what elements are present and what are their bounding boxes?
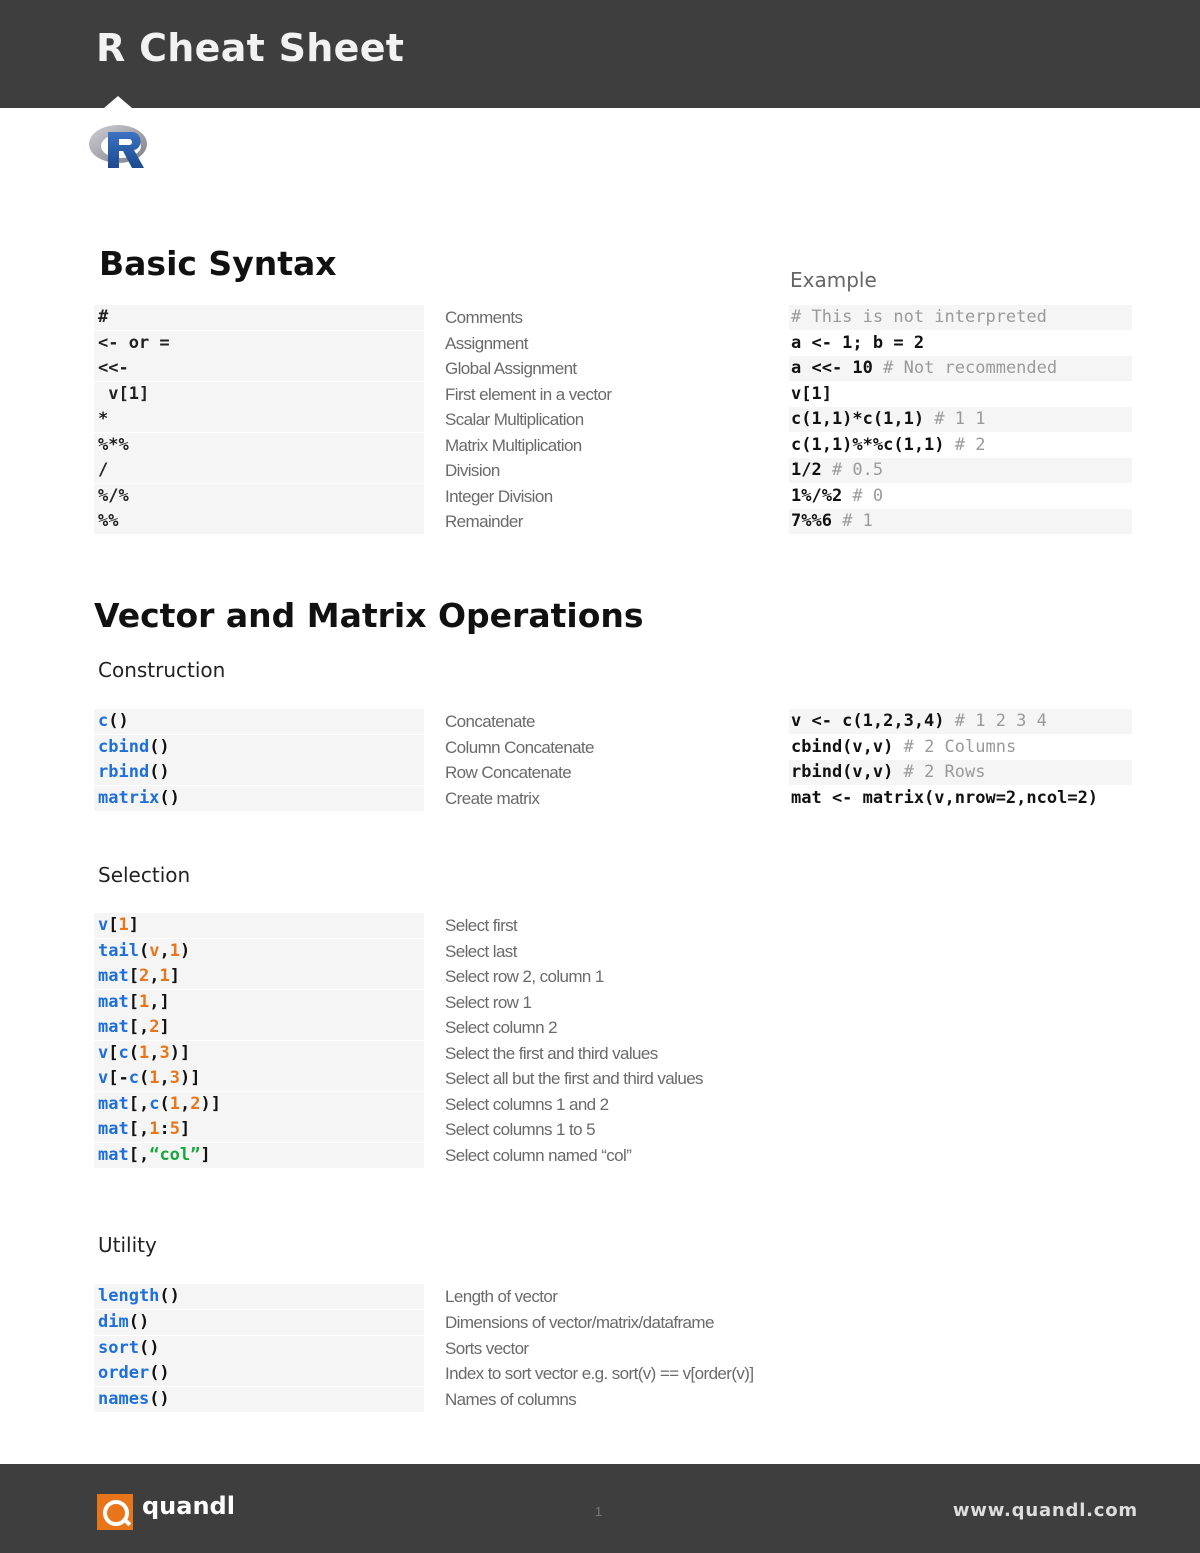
syntax-description: Scalar Multiplication — [445, 410, 584, 429]
construction-example-comment: # 2 Columns — [903, 736, 1017, 757]
selection-code — [94, 1092, 424, 1117]
selection-code-token-2: c — [149, 1093, 160, 1114]
selection-code-token-5: ) — [179, 940, 191, 961]
syntax-example-code: v[1] — [791, 383, 832, 404]
selection-description: Select row 1 — [445, 992, 532, 1012]
syntax-example — [789, 356, 1132, 381]
syntax-description: Remainder — [445, 512, 523, 531]
function-parens: () — [159, 787, 180, 808]
selection-code-token-2: 1 — [138, 991, 150, 1012]
selection-code-token-0: v — [98, 915, 109, 935]
selection-code-token-2: v — [149, 940, 160, 961]
syntax-description: Comments — [445, 308, 523, 327]
function-name: cbind — [98, 736, 150, 757]
construction-description: Row Concatenate — [445, 763, 572, 782]
function-name: matrix — [98, 787, 160, 808]
selection-code-token-1: [, — [128, 1093, 150, 1114]
selection-description: Select columns 1 to 5 — [445, 1120, 595, 1139]
selection-code-token-3: ,] — [149, 991, 170, 1012]
syntax-symbol: # — [94, 305, 424, 330]
selection-code-token-0: mat — [98, 1119, 129, 1139]
syntax-symbol: %*% — [94, 433, 424, 458]
selection-code — [94, 1015, 424, 1040]
selection-code-token-2: 2 — [138, 966, 150, 986]
selection-code-token-2: 2 — [149, 1017, 160, 1037]
selection-code — [94, 1066, 424, 1091]
selection-code-token-1: [ — [128, 966, 139, 986]
construction-example — [789, 760, 1132, 785]
syntax-example — [789, 331, 1132, 356]
selection-code-token-4: 1 — [169, 1093, 180, 1114]
quandl-brand: quandl — [142, 1492, 235, 1520]
construction-example-comment: # 1 2 3 4 — [954, 711, 1047, 731]
function-name: rbind — [98, 762, 150, 782]
selection-code-token-0: v — [98, 1042, 109, 1063]
page-number: 1 — [595, 1504, 603, 1519]
function-parens: () — [159, 1286, 180, 1306]
construction-example-code: mat <- matrix(v,nrow=2,ncol=2) — [791, 787, 1099, 808]
selection-code-token-1: ( — [138, 940, 150, 961]
selection-code-token-5: , — [179, 1093, 191, 1114]
selection-code-token-7: )] — [169, 1042, 191, 1063]
syntax-description: Integer Division — [445, 486, 553, 506]
syntax-description: Division — [445, 461, 500, 480]
page-title: R Cheat Sheet — [96, 26, 405, 70]
selection-code-token-1: [ — [128, 991, 139, 1012]
utility-description: Sorts vector — [445, 1338, 529, 1358]
syntax-example-comment: # 0 — [852, 485, 884, 506]
selection-code-token-4: 1 — [159, 966, 170, 986]
r-logo-icon — [88, 122, 150, 170]
selection-description: Select column named “col” — [445, 1145, 632, 1165]
selection-code-token-5: , — [159, 1068, 170, 1088]
construction-description: Concatenate — [445, 712, 535, 731]
selection-code-token-0: tail — [98, 940, 139, 961]
selection-code-token-3: ( — [159, 1093, 170, 1114]
selection-description: Select row 2, column 1 — [445, 967, 604, 986]
selection-code-token-4: 1 — [139, 1042, 150, 1063]
construction-function — [94, 735, 424, 760]
utility-function — [94, 1387, 424, 1412]
syntax-example — [789, 433, 1132, 458]
selection-code-token-1: [ — [108, 1042, 119, 1063]
selection-code-token-1: [, — [128, 1119, 150, 1139]
selection-description: Select first — [445, 916, 518, 935]
selection-code-token-5: , — [149, 1042, 160, 1063]
function-parens: () — [149, 1363, 170, 1384]
page-header — [0, 0, 1200, 108]
syntax-example — [789, 509, 1132, 534]
footer-url[interactable]: www.quandl.com — [952, 1500, 1138, 1521]
selection-code-token-6: 2 — [190, 1093, 201, 1114]
selection-description: Select last — [445, 941, 517, 961]
header-notch — [104, 96, 132, 108]
syntax-symbol: <- or = — [94, 331, 424, 356]
construction-example-code: cbind(v,v) — [791, 736, 904, 757]
construction-example — [789, 735, 1132, 760]
function-name: length — [98, 1286, 160, 1306]
selection-description: Select all but the first and third values — [445, 1069, 703, 1088]
syntax-symbol: * — [94, 407, 424, 432]
utility-function — [94, 1310, 424, 1335]
function-name: sort — [98, 1337, 139, 1358]
syntax-symbol: %% — [94, 509, 424, 534]
function-name: dim — [98, 1311, 129, 1332]
syntax-example-code: a <- 1; b = 2 — [791, 332, 925, 353]
selection-code-token-4: 1 — [169, 940, 180, 961]
utility-description: Length of vector — [445, 1287, 558, 1306]
selection-code-token-7: )] — [179, 1068, 201, 1088]
example-heading: Example — [790, 268, 877, 292]
syntax-symbol: / — [94, 458, 424, 483]
selection-code-token-0: mat — [98, 1144, 129, 1165]
selection-code-token-2: c — [118, 1042, 129, 1063]
function-parens: () — [149, 736, 170, 757]
syntax-example-code: 1%/%2 — [791, 485, 853, 506]
syntax-symbol: %/% — [94, 484, 424, 509]
selection-code-token-2: 1 — [149, 1119, 160, 1139]
selection-code-token-2: “col” — [149, 1144, 201, 1165]
selection-code-token-5: ] — [179, 1119, 191, 1139]
selection-code-token-1: [, — [128, 1144, 150, 1165]
syntax-example-comment: # This is not interpreted — [791, 307, 1047, 327]
construction-function — [94, 709, 424, 734]
selection-heading: Selection — [98, 863, 191, 887]
construction-example-code: v <- c(1,2,3,4) — [791, 711, 955, 731]
construction-description: Column Concatenate — [445, 737, 594, 757]
syntax-example-code: c(1,1)*c(1,1) — [791, 409, 935, 429]
selection-code-token-3: : — [159, 1119, 170, 1139]
syntax-example-comment: # Not recommended — [883, 358, 1058, 378]
function-name: c — [98, 711, 109, 731]
function-parens: () — [128, 1311, 150, 1332]
selection-code-token-4: 5 — [169, 1119, 180, 1139]
utility-function — [94, 1284, 424, 1309]
selection-code-token-3: ] — [128, 915, 139, 935]
selection-code-token-6: 3 — [169, 1068, 180, 1088]
selection-code — [94, 1041, 424, 1066]
function-name: order — [98, 1363, 150, 1384]
syntax-example-comment: # 1 1 — [934, 409, 986, 429]
construction-example-comment: # 2 Rows — [903, 762, 986, 782]
selection-code — [94, 964, 424, 989]
selection-code-token-1: [ — [108, 915, 119, 935]
utility-function — [94, 1361, 424, 1386]
basic-syntax-heading: Basic Syntax — [99, 244, 337, 283]
function-name: names — [98, 1389, 150, 1410]
syntax-example-code: c(1,1)%*%c(1,1) — [791, 434, 955, 455]
selection-code-token-0: mat — [98, 1093, 129, 1114]
function-parens: () — [108, 711, 129, 731]
syntax-symbol: <<- — [94, 356, 424, 381]
construction-example — [789, 709, 1132, 734]
selection-code-token-0: mat — [98, 991, 129, 1012]
selection-code-token-4: 1 — [149, 1068, 160, 1088]
selection-code — [94, 990, 424, 1015]
construction-description: Create matrix — [445, 788, 540, 808]
utility-heading: Utility — [98, 1233, 157, 1257]
syntax-example-code: 7%%6 — [791, 511, 843, 531]
syntax-example-code: a <<- 10 — [791, 358, 884, 378]
selection-code-token-3: ( — [128, 1042, 139, 1063]
selection-code-token-0: v — [98, 1068, 109, 1088]
selection-description: Select the first and third values — [445, 1043, 658, 1063]
function-parens: () — [149, 1389, 170, 1410]
syntax-description: Assignment — [445, 333, 528, 353]
syntax-example — [789, 484, 1132, 509]
selection-code — [94, 1143, 424, 1168]
function-parens: () — [149, 762, 170, 782]
selection-code-token-2: c — [128, 1068, 139, 1088]
utility-description: Dimensions of vector/matrix/dataframe — [445, 1312, 714, 1332]
selection-description: Select columns 1 and 2 — [445, 1094, 609, 1114]
selection-code-token-0: mat — [98, 966, 129, 986]
selection-code — [94, 939, 424, 964]
selection-code — [94, 913, 424, 938]
utility-description: Index to sort vector e.g. sort(v) == v[order(v)] — [445, 1364, 754, 1384]
syntax-example — [789, 382, 1132, 407]
syntax-description: First element in a vector — [445, 384, 612, 404]
function-parens: () — [138, 1337, 160, 1358]
vector-matrix-heading: Vector and Matrix Operations — [94, 596, 644, 635]
selection-code-token-3: ] — [200, 1144, 211, 1165]
selection-code-token-6: 3 — [159, 1042, 170, 1063]
syntax-example — [789, 407, 1132, 432]
selection-code-token-3: ] — [159, 1017, 170, 1037]
page-footer — [0, 1464, 1200, 1553]
selection-code-token-7: )] — [200, 1093, 221, 1114]
utility-function — [94, 1336, 424, 1361]
selection-description: Select column 2 — [445, 1018, 557, 1037]
selection-code-token-3: ( — [138, 1068, 150, 1088]
construction-example — [789, 786, 1132, 811]
syntax-example-code: 1/2 — [791, 460, 832, 480]
syntax-description: Matrix Multiplication — [445, 435, 582, 455]
selection-code-token-5: ] — [169, 966, 180, 986]
syntax-example-comment: # 1 — [842, 511, 873, 531]
selection-code-token-2: 1 — [118, 915, 129, 935]
syntax-example-comment: # 2 — [954, 434, 986, 455]
syntax-example — [789, 458, 1132, 483]
utility-description: Names of columns — [445, 1390, 577, 1410]
construction-function — [94, 786, 424, 811]
construction-example-code: rbind(v,v) — [791, 762, 904, 782]
syntax-symbol: v[1] — [94, 382, 424, 407]
selection-code-token-1: [- — [108, 1068, 129, 1088]
selection-code-token-1: [, — [128, 1017, 150, 1037]
selection-code-token-3: , — [159, 940, 170, 961]
selection-code-token-3: , — [149, 966, 160, 986]
selection-code — [94, 1117, 424, 1142]
construction-function — [94, 760, 424, 785]
syntax-description: Global Assignment — [445, 359, 577, 378]
construction-heading: Construction — [98, 658, 226, 682]
syntax-example-comment: # 0.5 — [831, 460, 884, 480]
selection-code-token-0: mat — [98, 1017, 129, 1037]
syntax-example — [789, 305, 1132, 330]
